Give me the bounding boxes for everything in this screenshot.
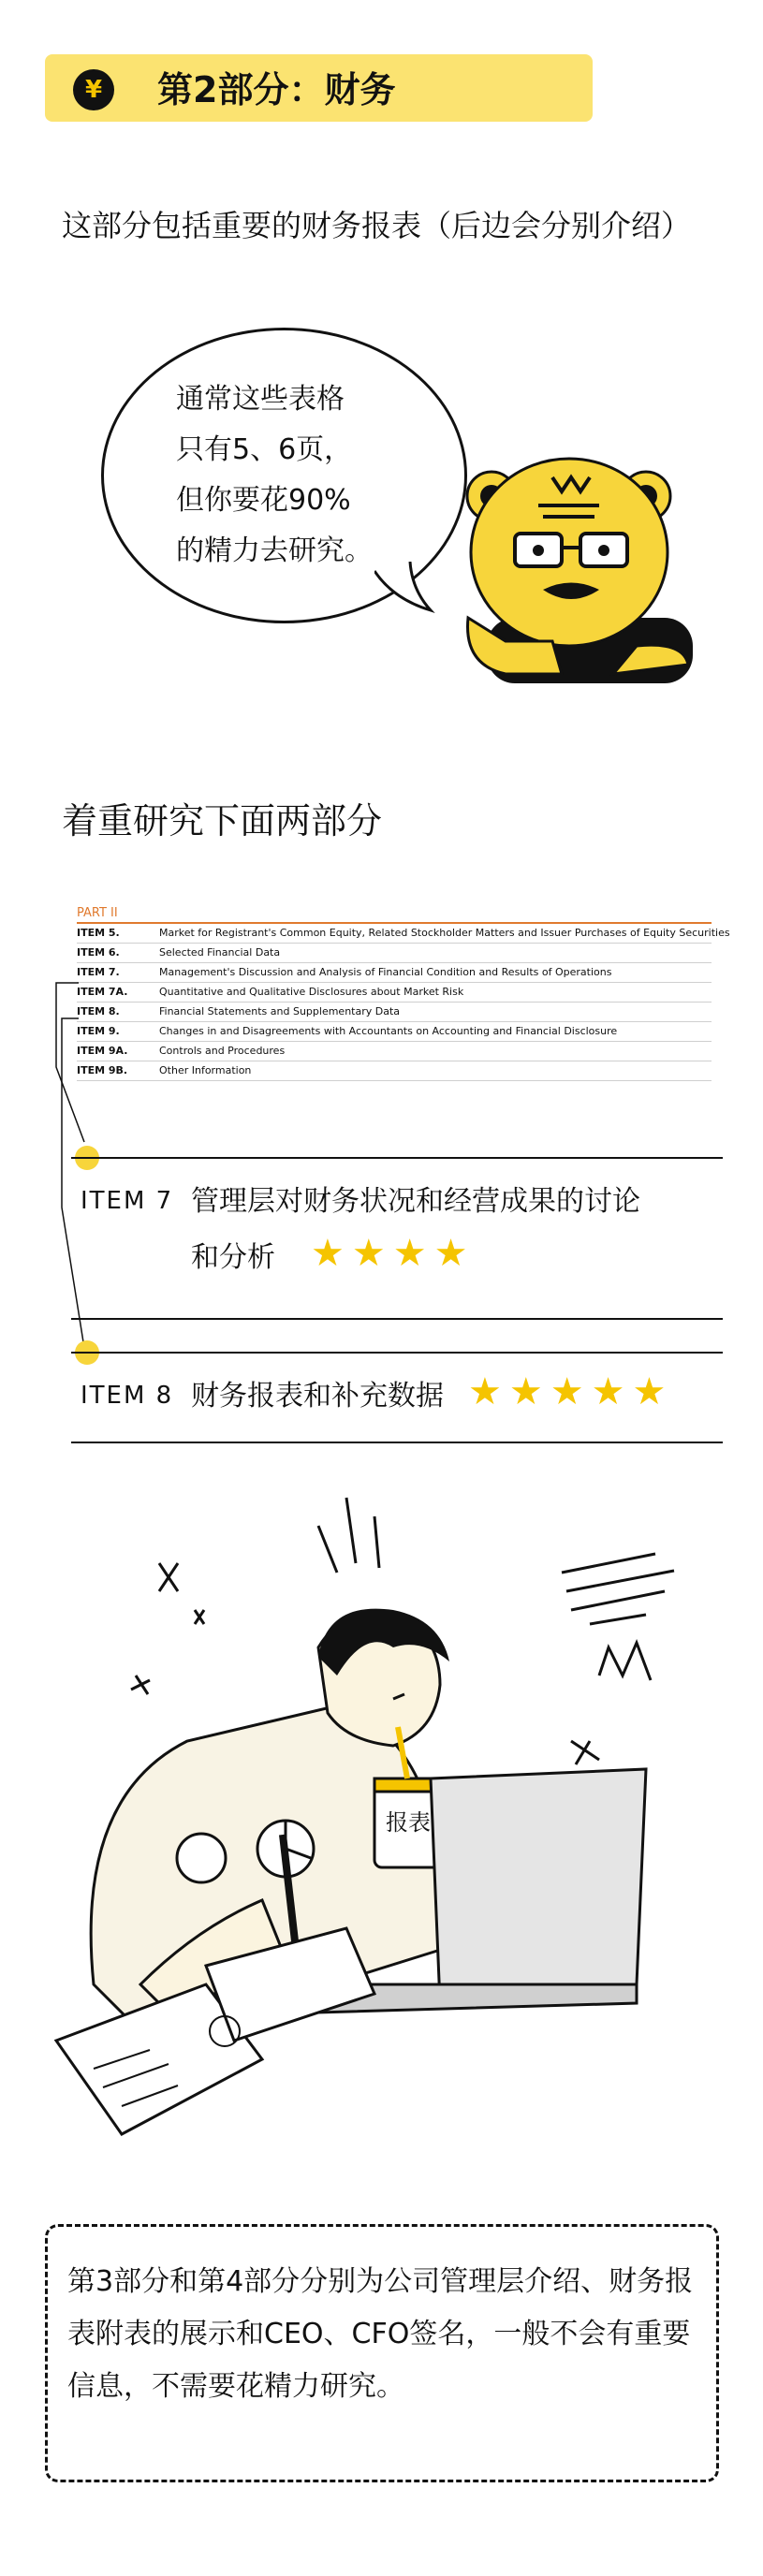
- table-row: ITEM 5. Market for Registrant's Common Equity, Related Stockholder Matters and Issuer Purchases of Equity Securities: [77, 922, 712, 944]
- item-number: ITEM 8: [81, 1382, 174, 1410]
- item-title: 管理层对财务状况和经营成果的讨论: [191, 1185, 640, 1218]
- bubble-line: 的精力去研究。: [176, 534, 373, 567]
- part-label: PART II: [77, 906, 118, 920]
- note-text: 第3部分和第4部分分别为公司管理层介绍、财务报表附表的展示和CEO、CFO签名，一般不会有重要信息，不需要花精力研究。: [67, 2265, 694, 2403]
- divider: [71, 1442, 723, 1443]
- bubble-text: [176, 374, 373, 577]
- table-row: ITEM 8. Financial Statements and Supplementary Data: [77, 1003, 712, 1022]
- yen-coin-icon: ¥: [73, 69, 114, 110]
- table-row: ITEM 9. Changes in and Disagreements with Accountants on Accounting and Financial Disclosure: [77, 1022, 712, 1042]
- section-title: 第2部分：财务: [157, 69, 396, 110]
- divider: [71, 1352, 723, 1354]
- star-rating: ★★★★: [311, 1232, 476, 1275]
- table-row: ITEM 7. Management's Discussion and Analysis of Financial Condition and Results of Operations: [77, 963, 712, 983]
- table-row: ITEM 9B. Other Information: [77, 1061, 712, 1081]
- divider: [71, 1318, 723, 1320]
- table-row: ITEM 6. Selected Financial Data: [77, 944, 712, 963]
- star-rating: ★★★★★: [468, 1370, 674, 1413]
- item-number: ITEM 7: [81, 1187, 174, 1215]
- table-row: ITEM 9A. Controls and Procedures: [77, 1042, 712, 1061]
- speech-bubble-tail-icon: [374, 562, 440, 618]
- items-table: [77, 922, 730, 1081]
- divider: [71, 1157, 723, 1159]
- section-heading: 着重研究下面两部分: [62, 800, 383, 842]
- table-row: ITEM 7A. Quantitative and Qualitative Disclosures about Market Risk: [77, 983, 712, 1003]
- cup-label: 报表: [386, 1810, 431, 1836]
- item-title: 财务报表和补充数据: [191, 1380, 444, 1412]
- intro-text: 这部分包括重要的财务报表（后边会分别介绍）: [62, 208, 692, 243]
- connector-lines: [52, 973, 90, 1376]
- stressed-analyst-illustration: [37, 1460, 730, 2209]
- bubble-line: 只有5、6页，: [176, 433, 353, 466]
- tiger-mascot-icon: [449, 440, 693, 683]
- item-title-cont: 和分析: [191, 1241, 275, 1274]
- bubble-line: 通常这些表格: [176, 383, 345, 416]
- bubble-line: 但你要花90%: [176, 484, 351, 517]
